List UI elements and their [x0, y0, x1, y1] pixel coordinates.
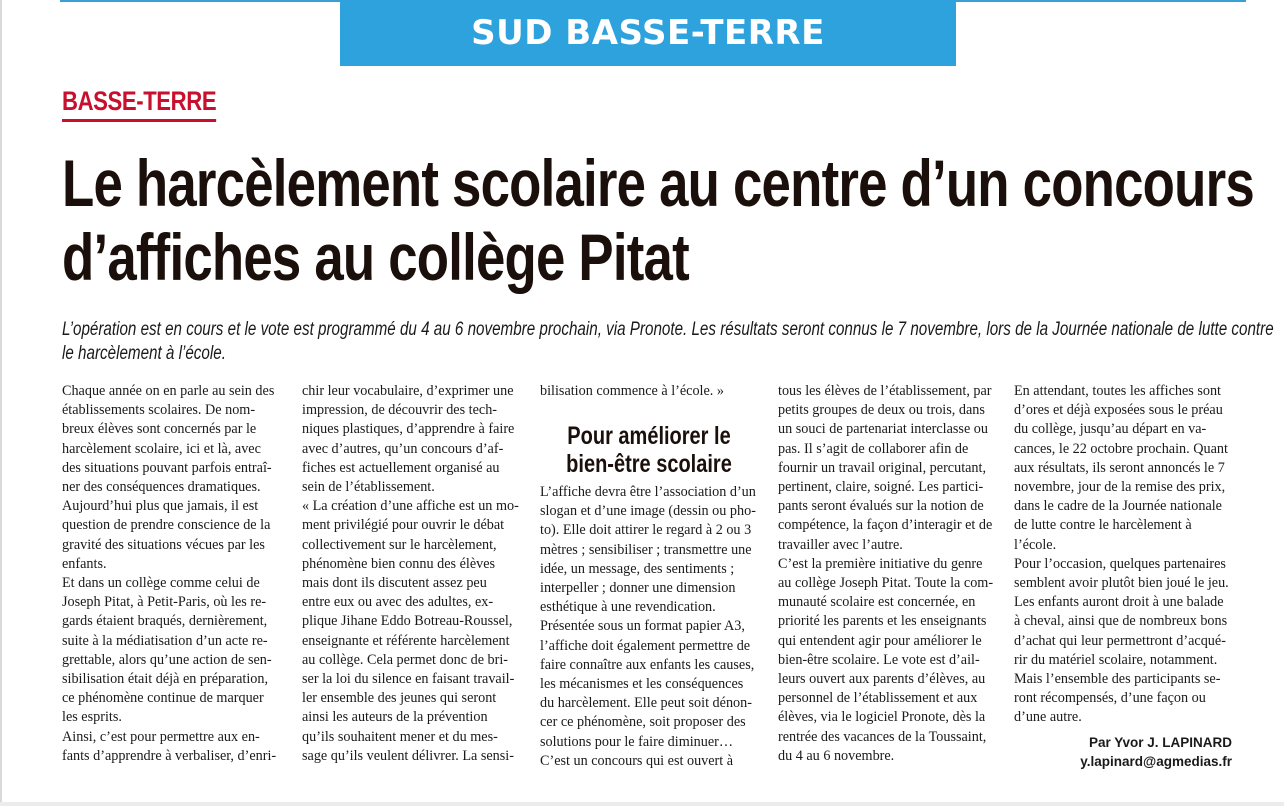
article-column-3-top: [540, 382, 758, 401]
text-line: personnel de l’établissement et aux: [778, 690, 978, 707]
subheading-line: Pour améliorer le: [567, 422, 731, 450]
text-line: pants seront évalués sur la notion de: [778, 498, 984, 515]
text-line: priorité les parents et les enseignants: [778, 613, 987, 630]
text-line: niques plastiques, d’apprendre à faire: [302, 421, 515, 438]
article-column-5: [1014, 382, 1234, 728]
text-line: slogan et d’une image (dessin ou pho-: [540, 503, 756, 520]
byline: [1080, 733, 1232, 771]
text-line: En attendant, toutes les affiches sont: [1014, 383, 1221, 399]
text-line: de lutte contre le harcèlement à: [1014, 517, 1192, 534]
text-line: un souci de partenariat interclasse ou: [778, 421, 988, 438]
text-line: collectivement sur le harcèlement,: [302, 536, 497, 553]
page-edge: [0, 0, 2, 806]
text-line: ront récompensés, d’une façon ou: [1014, 690, 1206, 707]
text-line: les esprits.: [62, 709, 122, 726]
text-line: sibilisation était déjà en préparation,: [62, 671, 269, 688]
text-line: Mais l’ensemble des participants se-: [1014, 671, 1221, 688]
text-line: Les enfants auront droit à une balade: [1014, 594, 1224, 611]
text-line: « La création d’une affiche est un mo-: [302, 498, 519, 515]
text-line: du harcèlement. Elle peut soit dénon-: [540, 695, 752, 712]
text-line: to). Elle doit attirer le regard à 2 ou 3: [540, 522, 752, 539]
text-line: cer ce phénomène, soit proposer des: [540, 714, 746, 731]
text-line: entre eux ou avec des adultes, ex-: [302, 594, 494, 611]
text-line: pertinent, claire, soigné. Les partici-: [778, 479, 984, 496]
text-line: chir leur vocabulaire, d’exprimer une: [302, 383, 514, 399]
text-line: gravité des situations vécues par les: [62, 536, 265, 553]
text-line: pas. Il s’agit de collaborer afin de: [778, 440, 969, 457]
text-line: ner des conséquences dramatiques.: [62, 479, 261, 496]
text-line: idée, un message, des sentiments ;: [540, 560, 735, 577]
text-line: dans le cadre de la Journée nationale: [1014, 498, 1222, 515]
text-line: l’affiche doit également permettre de: [540, 637, 751, 654]
text-line: question de prendre conscience de la: [62, 517, 271, 534]
text-line: enseignante et référente harcèlement: [302, 632, 510, 649]
byline-author: Par Yvor J. LAPINARD: [1088, 735, 1232, 750]
text-line: suite à la médiatisation d’un acte re-: [62, 632, 268, 649]
text-line: munauté scolaire est concernée, en: [778, 594, 976, 611]
text-line: impression, de découvrir des tech-: [302, 402, 498, 419]
text-line: leurs ouvert aux parents d’élèves, au: [778, 671, 986, 688]
text-line: cances, le 22 octobre prochain. Quant: [1014, 440, 1228, 457]
text-line: Pour l’occasion, quelques partenaires: [1014, 555, 1226, 572]
text-line: sein de l’établissement.: [302, 479, 435, 496]
text-line: C’est la première initiative du genre: [778, 555, 983, 572]
text-line: esthétique à une revendication.: [540, 599, 716, 616]
lede-line: L’opération est en cours et le vote est programmé du 4 au 6 novembre prochain, via Pronote. Les résultats seront connus le 7 novembre, lors de la Journée nationale de lutte contre: [62, 319, 1274, 340]
text-line: d’une autre.: [1014, 709, 1082, 726]
text-line: Et dans un collège comme celui de: [62, 575, 260, 592]
text-line: mètres ; sensibiliser ; transmettre une: [540, 541, 752, 558]
byline-email: y.lapinard@agmedias.fr: [1080, 754, 1232, 769]
text-line: plique Jihane Eddo Botreau-Roussel,: [302, 613, 513, 630]
subheading-line: bien-être scolaire: [566, 450, 732, 478]
text-line: d’achat qui leur permettront d’acqué-: [1014, 632, 1226, 649]
text-line: L’affiche devra être l’association d’un: [540, 484, 756, 500]
text-line: ler ensemble des jeunes qui seront: [302, 690, 497, 707]
text-line: Aujourd’hui plus que jamais, il est: [62, 498, 259, 515]
text-line: qui entendent agir pour améliorer le: [778, 632, 982, 649]
text-line: du 4 au 6 novembre.: [778, 747, 895, 764]
text-line: fants d’apprendre à verbaliser, d’enri-: [62, 747, 277, 764]
subheading: [540, 422, 758, 478]
text-line: établissements scolaires. De nom-: [62, 402, 256, 419]
text-line: les mécanismes et les conséquences: [540, 676, 744, 693]
text-line: tous les élèves de l’établissement, par: [778, 383, 992, 399]
text-line: aux résultats, ils seront annoncés le 7: [1014, 459, 1225, 476]
text-line: ment privilégié pour ouvrir le débat: [302, 517, 505, 534]
text-line: rir du matériel scolaire, notamment.: [1014, 651, 1218, 668]
text-line: phénomène bien connu des élèves: [302, 555, 496, 572]
text-line: des situations pouvant parfois entraî-: [62, 459, 272, 476]
article-column-1: [62, 382, 278, 766]
text-line: à cheval, ainsi que de nombreux bons: [1014, 613, 1228, 630]
text-line: faire connaître aux enfants les causes,: [540, 656, 755, 673]
text-line: interpeller ; donner une dimension: [540, 580, 736, 597]
text-line: novembre, jour de la remise des prix,: [1014, 479, 1226, 496]
text-line: enfants.: [62, 555, 107, 572]
text-line: bien-être scolaire. Le vote est d’ail-: [778, 651, 980, 668]
article-column-4: [778, 382, 996, 766]
text-line: du collège, jusqu’au départ en va-: [1014, 421, 1207, 438]
text-line: fournir un travail original, percutant,: [778, 459, 987, 476]
article-column-2: [302, 382, 520, 766]
text-line: avec d’autres, qu’un concours d’af-: [302, 440, 504, 457]
text-line: au collège. Cela permet donc de bri-: [302, 651, 509, 668]
text-line: petits groupes de deux ou trois, dans: [778, 402, 985, 419]
text-line: semblent avoir plutôt bien joué le jeu.: [1014, 575, 1229, 592]
text-line: harcèlement scolaire, ici et là, avec: [62, 440, 261, 457]
text-line: l’école.: [1014, 536, 1057, 553]
text-line: Joseph Pitat, à Petit-Paris, où les re-: [62, 594, 267, 611]
text-line: gards étaient braqués, dernièrement,: [62, 613, 268, 630]
lede: [62, 318, 1274, 366]
text-line: ainsi les auteurs de la prévention: [302, 709, 488, 726]
page-bottom-edge: [0, 802, 1284, 806]
text-line: au collège Joseph Pitat. Toute la com-: [778, 575, 994, 592]
lede-line: le harcèlement à l’école.: [62, 343, 226, 364]
text-line: fiches est actuellement organisé au: [302, 459, 500, 476]
text-line: élèves, via le logiciel Pronote, dès la: [778, 709, 986, 726]
text-line: d’ores et déjà exposées sous le préau: [1014, 402, 1223, 419]
text-line: mais dont ils discutent assez peu: [302, 575, 487, 592]
article-column-3: [540, 483, 758, 771]
rubric-label: BASSE-TERRE: [62, 86, 216, 122]
text-line: sage qu’ils veulent délivrer. La sensi-: [302, 747, 514, 764]
text-line: breux élèves sont concernés par le: [62, 421, 257, 438]
text-line: Présentée sous un format papier A3,: [540, 618, 745, 635]
text-line: ce phénomène continue de marquer: [62, 690, 264, 707]
headline-line: d’affiches au collège Pitat: [62, 220, 689, 294]
headline-line: Le harcèlement scolaire au centre d’un concours: [62, 146, 1254, 220]
text-line: grettable, alors qu’une action de sen-: [62, 651, 272, 668]
text-line: travailler avec l’autre.: [778, 536, 903, 553]
text-line: ser la loi du silence en faisant travail-: [302, 671, 515, 688]
section-banner: SUD BASSE-TERRE: [340, 0, 956, 66]
top-rule-right: [956, 0, 1246, 2]
top-rule-left: [60, 0, 340, 2]
text-line: Ainsi, c’est pour permettre aux en-: [62, 728, 260, 745]
text-line: Chaque année on en parle au sein des: [62, 383, 275, 399]
text-line: C’est un concours qui est ouvert à: [540, 752, 734, 769]
text-line: solutions pour le faire diminuer…: [540, 733, 734, 750]
text-line: rentrée des vacances de la Toussaint,: [778, 728, 987, 745]
text-line: qu’ils souhaitent mener et du mes-: [302, 728, 498, 745]
headline: [62, 146, 1254, 294]
text-line: compétence, la façon d’interagir et de: [778, 517, 993, 534]
text-line: bilisation commence à l’école. »: [540, 383, 724, 399]
